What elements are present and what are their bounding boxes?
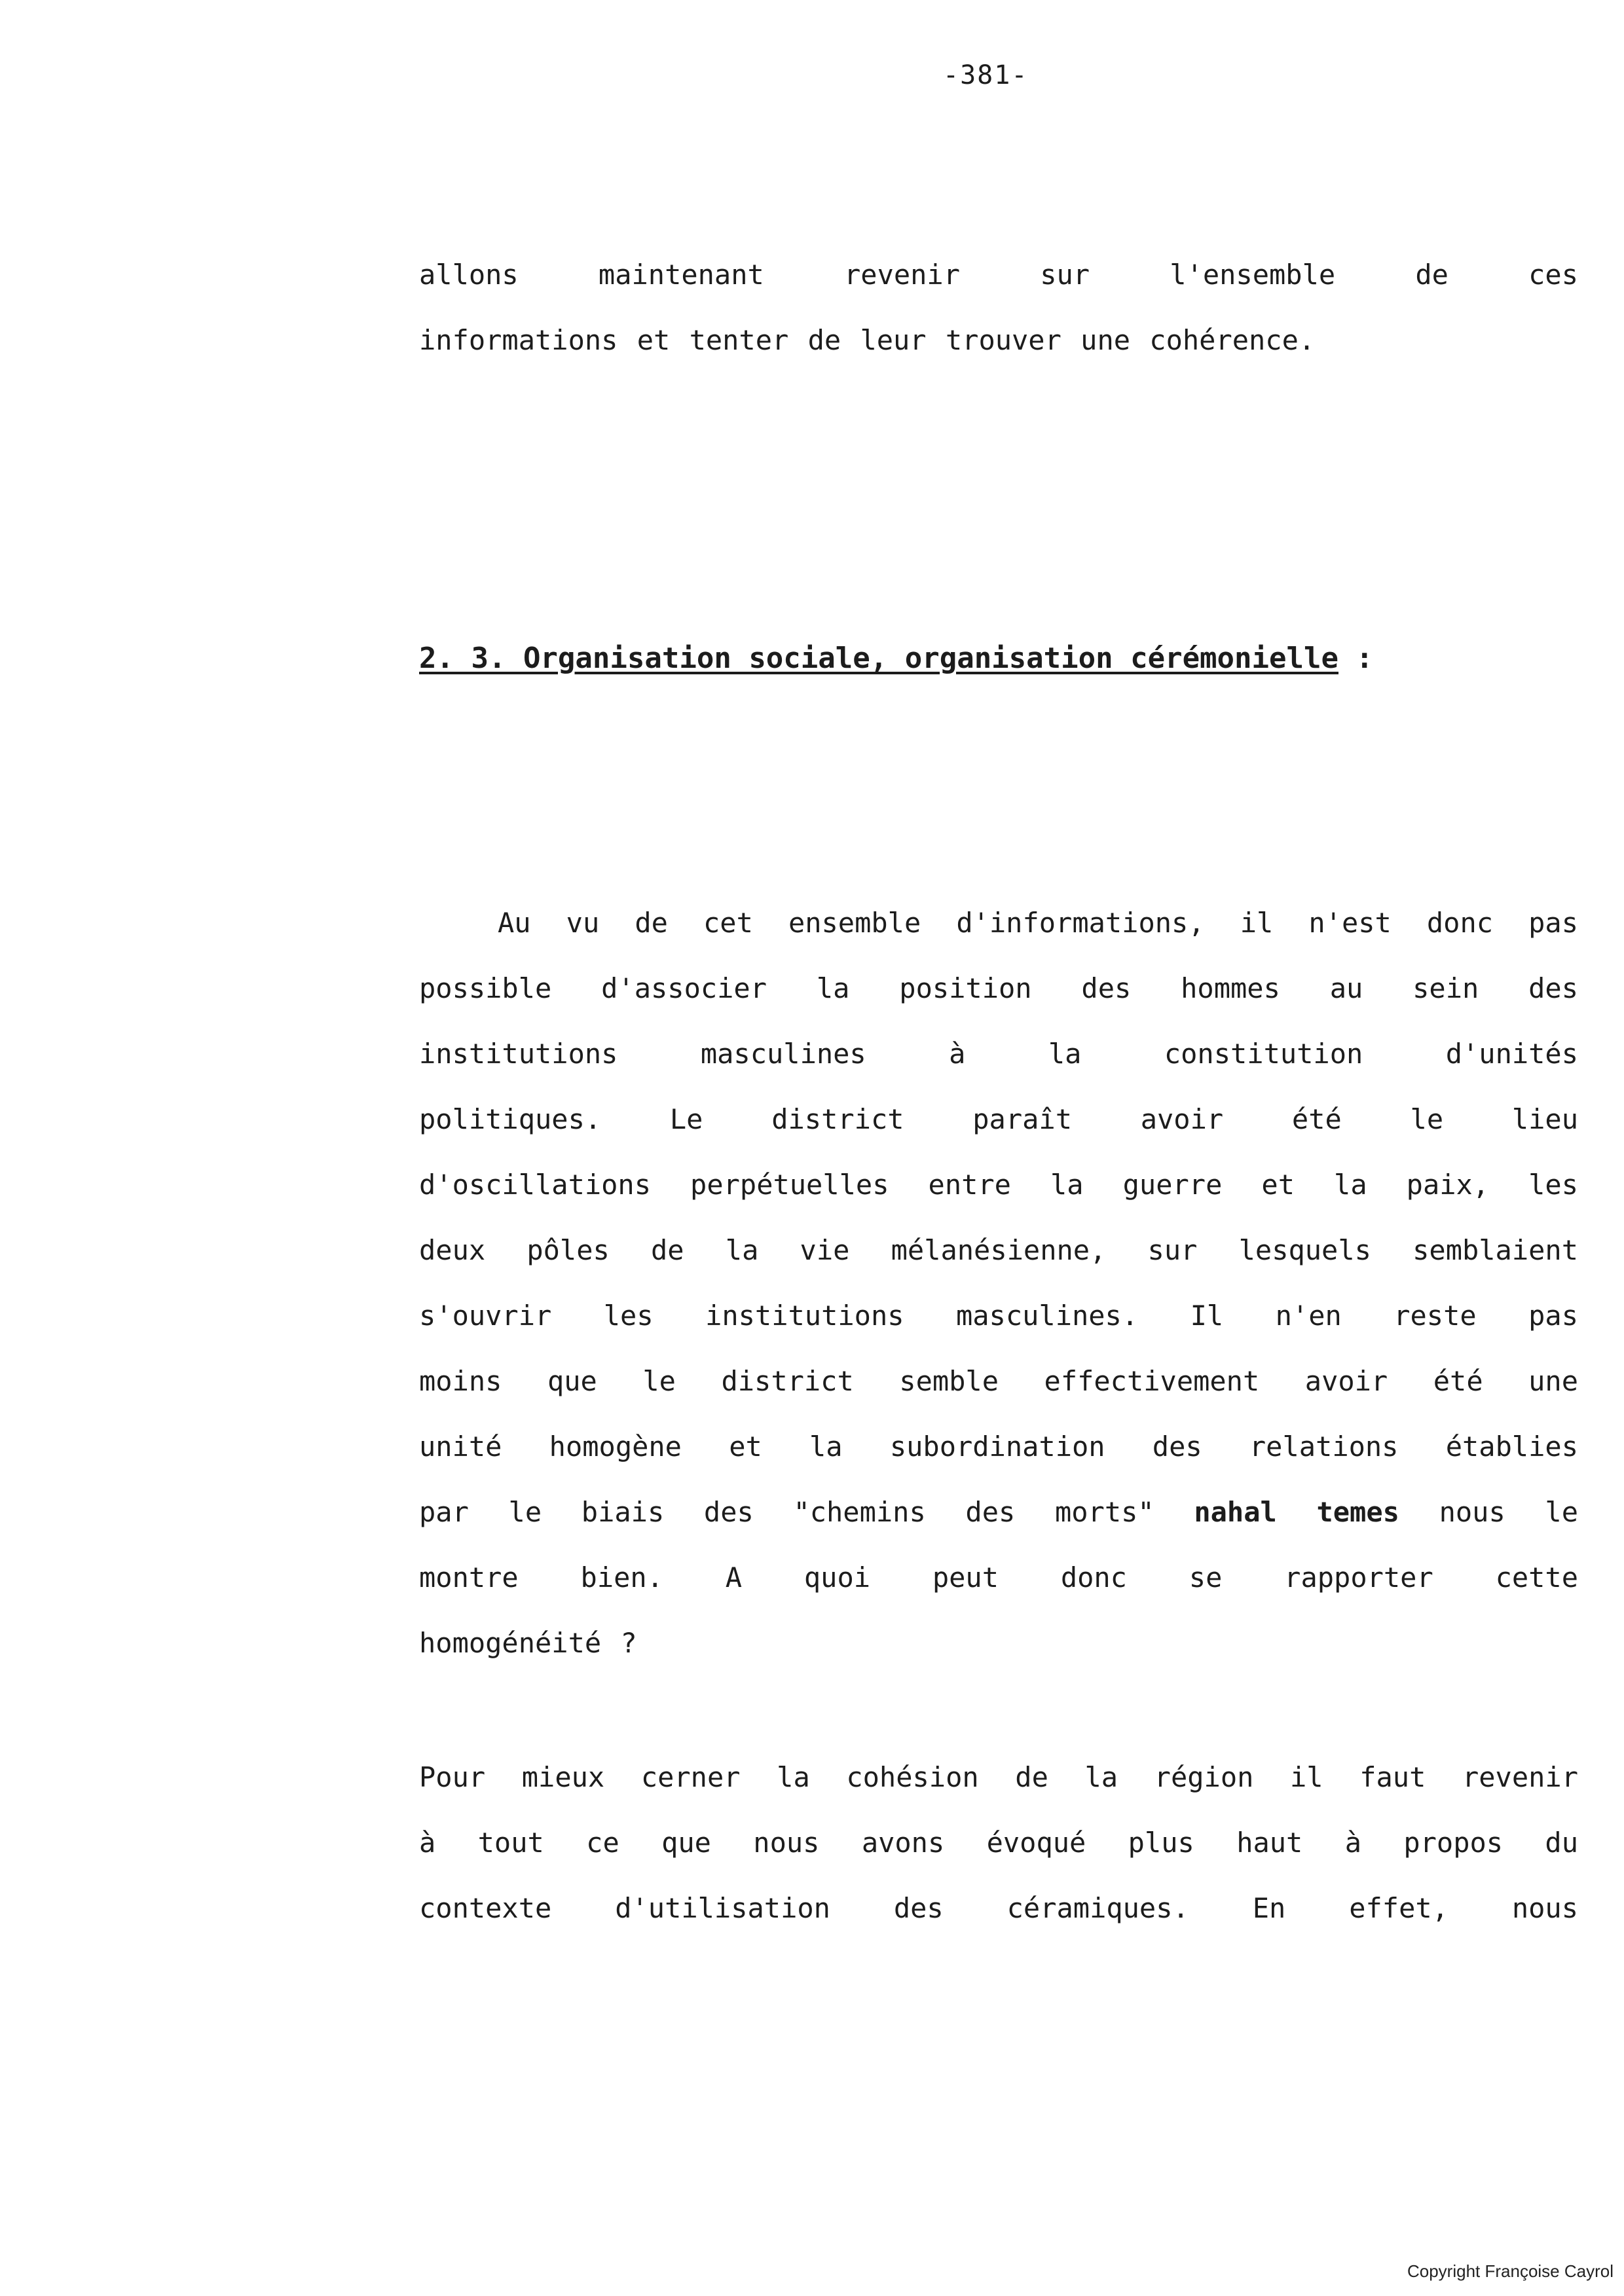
paragraph2-line-1: Pour mieux cerner la cohésion de la région il faut revenir [419,1761,1578,1793]
paragraph2-line-3: contexte d'utilisation des céramiques. En effet, nous [419,1892,1578,1924]
paragraph1-line-1: Au vu de cet ensemble d'informations, il n'est donc pas [498,907,1578,939]
paragraph1-line-10-term: nahal temes [1194,1496,1399,1528]
section-heading-suffix: : [1338,642,1373,675]
paragraph1-line-8: moins que le district semble effectivement avoir été une [419,1365,1578,1397]
section-heading [419,642,1373,675]
intro-line-2: informations et tenter de leur trouver une cohérence. [419,324,1316,356]
section-heading-title: 2. 3. Organisation sociale, organisation cérémonielle [419,642,1338,675]
paragraph1-line-4: politiques. Le district paraît avoir été le lieu [419,1103,1578,1135]
paragraph1-line-10 [419,1496,1578,1528]
paragraph1-line-9: unité homogène et la subordination des relations établies [419,1430,1578,1463]
paragraph1-line-5: d'oscillations perpétuelles entre la guerre et la paix, les [419,1169,1578,1201]
paragraph1-line-11: montre bien. A quoi peut donc se rapporter cette [419,1561,1578,1594]
page-number: -381- [943,60,1029,90]
paragraph1-line-10-before: par le biais des "chemins des morts" [419,1496,1194,1528]
paragraph2-line-2: à tout ce que nous avons évoqué plus haut à propos du [419,1827,1578,1859]
paragraph1-line-7: s'ouvrir les institutions masculines. Il n'en reste pas [419,1300,1578,1332]
paragraph1-line-12: homogénéité ? [419,1627,637,1659]
intro-line-1: allons maintenant revenir sur l'ensemble de ces [419,259,1578,291]
paragraph1-line-3: institutions masculines à la constitution d'unités [419,1038,1578,1070]
paragraph1-line-10-after: nous le [1399,1496,1578,1528]
copyright-notice: Copyright Françoise Cayrol [1407,2261,1614,2281]
paragraph1-line-2: possible d'associer la position des hommes au sein des [419,972,1578,1004]
paragraph1-line-6: deux pôles de la vie mélanésienne, sur lesquels semblaient [419,1234,1578,1266]
